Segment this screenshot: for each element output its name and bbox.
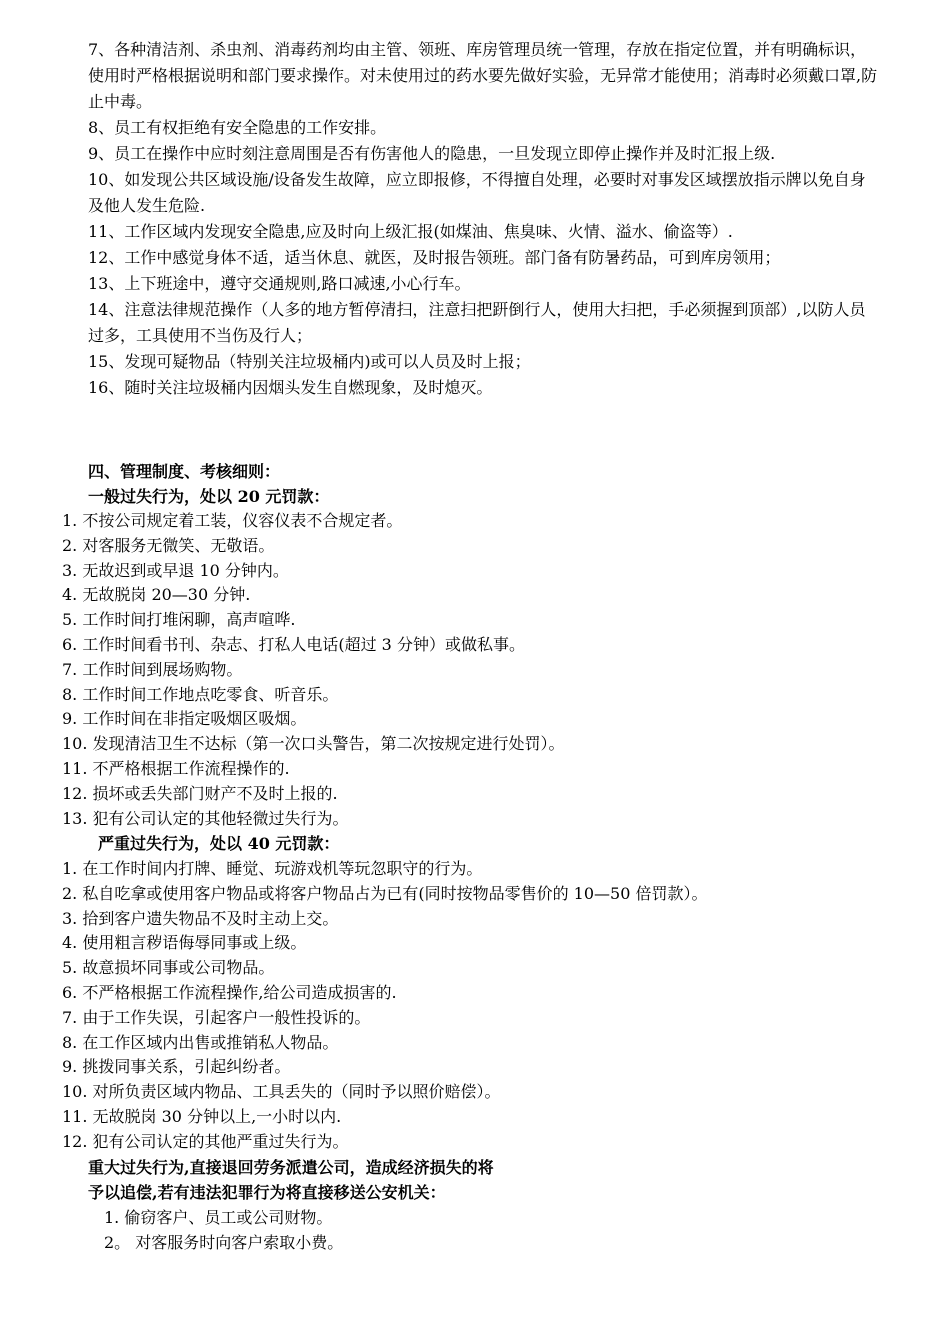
list-item: 11. 无故脱岗 30 分钟以上,一小时以内.	[62, 1106, 342, 1126]
list-item: 1. 在工作时间内打牌、睡觉、玩游戏机等玩忽职守的行为。	[62, 859, 483, 878]
list-item: 9. 挑拨同事关系，引起纠纷者。	[62, 1057, 291, 1077]
list-item: 3. 无故迟到或早退 10 分钟内。	[62, 560, 289, 580]
list-item: 12. 损坏或丢失部门财产不及时上报的.	[62, 783, 338, 803]
list-item: 1. 偷窃客户、员工或公司财物。	[104, 1208, 333, 1227]
list-item: 11. 不严格根据工作流程操作的.	[62, 758, 290, 778]
safety-items	[88, 37, 878, 401]
safety-item-16: 16、随时关注垃圾桶内因烟头发生自燃现象，及时熄灭。	[88, 378, 493, 397]
major-offense-title-line1: 重大过失行为,直接退回劳务派遣公司，造成经济损失的将	[88, 1158, 494, 1177]
general-offense-title: 一般过失行为，处以 20 元罚款：	[88, 487, 330, 506]
list-item: 9. 工作时间在非指定吸烟区吸烟。	[62, 709, 307, 729]
safety-item-15: 15、发现可疑物品（特别关注垃圾桶内)或可以人员及时上报；	[88, 352, 531, 371]
list-item: 12. 犯有公司认定的其他严重过失行为。	[62, 1131, 349, 1151]
list-item: 10. 对所负责区域内物品、工具丢失的（同时予以照价赔偿）。	[62, 1082, 501, 1102]
list-item: 8. 在工作区域内出售或推销私人物品。	[62, 1032, 339, 1052]
list-item: 5. 故意损坏同事或公司物品。	[62, 958, 275, 978]
serious-offense-list	[62, 857, 882, 1155]
safety-item-12: 12、工作中感觉身体不适，适当休息、就医，及时报告领班。部门备有防暑药品，可到库房领用；	[88, 248, 781, 267]
safety-item-10: 10、如发现公共区域设施/设备发生故障，应立即报修，不得擅自处理，必要时对事发区域摆放指示牌以免自身及他人发生危险.	[88, 170, 866, 215]
list-item: 2. 对客服务无微笑、无敬语。	[62, 535, 275, 555]
major-offense-list	[104, 1206, 804, 1255]
list-item: 7. 由于工作失误，引起客户一般性投诉的。	[62, 1007, 371, 1027]
list-item: 4. 无故脱岗 20—30 分钟.	[62, 585, 251, 605]
major-offense-title-line2: 予以追偿,若有违法犯罪行为将直接移送公安机关：	[88, 1183, 446, 1202]
list-item: 6. 不严格根据工作流程操作,给公司造成损害的.	[62, 982, 397, 1002]
list-item: 6. 工作时间看书刊、杂志、打私人电话(超过 3 分钟）或做私事。	[62, 634, 525, 654]
list-item: 2. 私自吃拿或使用客户物品或将客户物品占为已有(同时按物品零售价的 10—50 倍罚款）。	[62, 883, 708, 903]
safety-item-8: 8、员工有权拒绝有安全隐患的工作安排。	[88, 118, 387, 137]
safety-item-11: 11、工作区域内发现安全隐患,应及时向上级汇报(如煤油、焦臭味、火情、溢水、偷盗等）.	[88, 222, 733, 241]
serious-offense-title: 严重过失行为，处以 40 元罚款：	[98, 834, 340, 853]
general-offense-list	[62, 509, 882, 831]
list-item: 13. 犯有公司认定的其他轻微过失行为。	[62, 808, 349, 828]
section-title: 四、管理制度、考核细则：	[88, 462, 281, 481]
list-item: 1. 不按公司规定着工装，仪容仪表不合规定者。	[62, 511, 403, 530]
safety-item-9: 9、员工在操作中应时刻注意周围是否有伤害他人的隐患，一旦发现立即停止操作并及时汇报上级.	[88, 144, 776, 163]
list-item: 10. 发现清洁卫生不达标（第一次口头警告，第二次按规定进行处罚）。	[62, 734, 565, 754]
safety-item-13: 13、上下班途中，遵守交通规则,路口减速,小心行车。	[88, 274, 471, 293]
list-item: 4. 使用粗言秽语侮辱同事或上级。	[62, 933, 307, 953]
list-item: 3. 拾到客户遗失物品不及时主动上交。	[62, 908, 339, 928]
safety-item-14: 14、注意法律规范操作（人多的地方暂停清扫，注意扫把趼倒行人，使用大扫把，手必须握到顶部）,以防人员过多，工具使用不当伤及行人；	[88, 300, 866, 345]
list-item: 2。 对客服务时向客户索取小费。	[104, 1232, 344, 1252]
list-item: 8. 工作时间工作地点吃零食、听音乐。	[62, 684, 339, 704]
list-item: 7. 工作时间到展场购物。	[62, 659, 243, 679]
list-item: 5. 工作时间打堆闲聊，高声喧哗.	[62, 610, 296, 630]
safety-item-7: 7、各种清洁剂、杀虫剂、消毒药剂均由主管、领班、库房管理员统一管理，存放在指定位置，并有明确标识，使用时严格根据说明和部门要求操作。对未使用过的药水要先做好实验，无异常才能使用；消毒时必须戴口罩,防止中毒。	[88, 40, 878, 111]
